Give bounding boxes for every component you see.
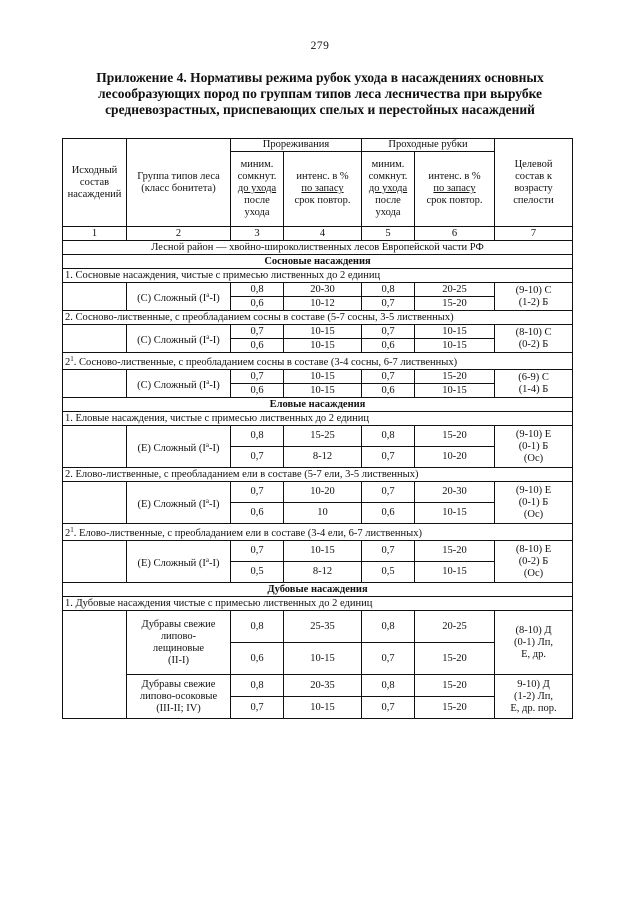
column-number: 2 <box>127 227 231 241</box>
header-passage-cuts: Проходные рубки <box>362 139 495 152</box>
table-cell: 20-30 <box>284 283 362 297</box>
title-line: Приложение 4. Нормативы режима рубок ухода в насаждениях основных <box>96 70 544 85</box>
data-row <box>63 370 573 384</box>
table-cell: 0,8 <box>362 675 415 697</box>
table-cell: 0,7 <box>362 325 415 339</box>
table-cell: 0,7 <box>362 541 415 562</box>
page-number: 279 <box>310 40 330 52</box>
table-cell: 10 <box>284 503 362 524</box>
data-row <box>63 283 573 297</box>
table-cell: 10-12 <box>284 297 362 311</box>
section-title: Еловые насаждения <box>63 398 573 412</box>
table-cell: 10-15 <box>415 339 495 353</box>
subgroup-row <box>63 269 573 283</box>
target-composition: (6-9) С (1-4) Б <box>495 370 573 398</box>
table-cell: 0,5 <box>362 562 415 583</box>
table-cell: 10-15 <box>415 384 495 398</box>
table-cell: 10-20 <box>284 482 362 503</box>
table-cell: 15-20 <box>415 675 495 697</box>
target-composition: (9-10) С (1-2) Б <box>495 283 573 311</box>
forest-type-group: Дубравы свежие липово-осоковые (III-II; IV) <box>127 675 231 719</box>
table-cell: 0,7 <box>362 697 415 719</box>
table-cell: 0,6 <box>231 339 284 353</box>
target-composition: (8-10) Д (0-1) Лп, Е, др. <box>495 611 573 675</box>
target-composition: 9-10) Д (1-2) Лп, Е, др. пор. <box>495 675 573 719</box>
subgroup-label: 2. Сосново-лиственные, с преобладанием сосны в составе (5-7 сосны, 3-5 лиственных) <box>63 311 573 325</box>
table-cell: 20-30 <box>415 482 495 503</box>
table-cell: 10-15 <box>284 384 362 398</box>
table-cell: 15-20 <box>415 697 495 719</box>
header-forest-type-group: Группа типов леса (класс бонитета) <box>127 139 231 227</box>
table-cell: 15-25 <box>284 426 362 447</box>
subgroup-row <box>63 468 573 482</box>
table-cell: 10-15 <box>284 541 362 562</box>
table-cell: 0,6 <box>231 503 284 524</box>
table-cell: 0,7 <box>231 370 284 384</box>
title-line: лесообразующих пород по группам типов леса лесничества при вырубке <box>97 86 543 101</box>
column-number: 3 <box>231 227 284 241</box>
table-cell: 0,7 <box>231 697 284 719</box>
target-composition: (8-10) Е (0-2) Б (Ос) <box>495 541 573 583</box>
table-cell: 10-15 <box>284 697 362 719</box>
table-cell: 0,8 <box>231 611 284 643</box>
header-min-density: миним. сомкнут. до ухода после ухода <box>362 152 415 227</box>
subgroup-label: 1. Сосновые насаждения, чистые с примесью лиственных до 2 единиц <box>63 269 573 283</box>
column-number: 4 <box>284 227 362 241</box>
forest-type-group: (Е) Сложный $(I^а-I)$ <box>127 482 231 524</box>
data-row <box>63 482 573 503</box>
table-cell: 10-15 <box>284 325 362 339</box>
table-cell: 20-25 <box>415 611 495 643</box>
table-cell: 0,6 <box>362 339 415 353</box>
header-min-density: миним. сомкнут. до ухода после ухода <box>231 152 284 227</box>
table-cell: 0,7 <box>231 482 284 503</box>
target-composition: (9-10) Е (0-1) Б (Ос) <box>495 482 573 524</box>
table-cell: 10-15 <box>284 339 362 353</box>
table-cell: 0,7 <box>231 541 284 562</box>
table-cell: 25-35 <box>284 611 362 643</box>
table-cell: 15-20 <box>415 297 495 311</box>
table-cell: 10-15 <box>284 643 362 675</box>
document-title <box>58 70 582 118</box>
data-row <box>63 325 573 339</box>
data-row <box>63 426 573 447</box>
table-cell: 0,6 <box>362 384 415 398</box>
table-cell: 0,7 <box>362 370 415 384</box>
forest-type-group: (С) Сложный $(I^а-I)$ <box>127 325 231 353</box>
header-row <box>63 139 573 152</box>
table-cell: 0,7 <box>231 447 284 468</box>
subgroup-row <box>63 412 573 426</box>
column-number: 7 <box>495 227 573 241</box>
header-thinning: Прореживания <box>231 139 362 152</box>
target-composition: (8-10) С (0-2) Б <box>495 325 573 353</box>
section-row <box>63 583 573 597</box>
table-cell: 0,7 <box>362 297 415 311</box>
table-cell: 0,8 <box>231 675 284 697</box>
title-line: средневозрастных, приспевающих спелых и перестойных насаждений <box>105 102 535 117</box>
table-cell: 15-20 <box>415 426 495 447</box>
table-cell: 8-12 <box>284 447 362 468</box>
section-row <box>63 255 573 269</box>
table-cell: 15-20 <box>415 643 495 675</box>
column-number: 5 <box>362 227 415 241</box>
table-cell: 8-12 <box>284 562 362 583</box>
norms-table <box>62 138 573 719</box>
table-cell: 0,7 <box>362 447 415 468</box>
table-cell: 0,8 <box>362 283 415 297</box>
section-title: Сосновые насаждения <box>63 255 573 269</box>
forest-type-group: Дубравы свежие липово- лещиновые (II-I) <box>127 611 231 675</box>
table-cell: 0,8 <box>231 283 284 297</box>
section-row <box>63 398 573 412</box>
table-cell: 0,5 <box>231 562 284 583</box>
column-number: 1 <box>63 227 127 241</box>
header-intensity: интенс. в % по запасу срок повтор. <box>284 152 362 227</box>
table-cell: 10-20 <box>415 447 495 468</box>
subgroup-row <box>63 597 573 611</box>
column-number: 6 <box>415 227 495 241</box>
table-cell: 15-20 <box>415 541 495 562</box>
table-cell: 0,6 <box>231 297 284 311</box>
table-cell: 0,7 <box>362 482 415 503</box>
column-number-row <box>63 227 573 241</box>
subgroup-row <box>63 353 573 370</box>
table-cell: 10-15 <box>415 325 495 339</box>
header-initial-composition: Исходный состав насаждений <box>63 139 127 227</box>
table-cell: 10-15 <box>415 503 495 524</box>
table-cell: 10-15 <box>284 370 362 384</box>
table-cell: 0,7 <box>362 643 415 675</box>
table-cell: 0,6 <box>362 503 415 524</box>
subgroup-label: $2^1$. Елово-лиственные, с преобладанием ели в составе (3-4 ели, 6-7 лиственных) <box>63 524 573 541</box>
forest-region: Лесной район — хвойно-широколиственных лесов Европейской части РФ <box>63 241 573 255</box>
table-cell: 0,6 <box>231 643 284 675</box>
table-cell: 15-20 <box>415 370 495 384</box>
target-composition: (9-10) Е (0-1) Б (Ос) <box>495 426 573 468</box>
table-cell: 20-25 <box>415 283 495 297</box>
subgroup-label: 1. Дубовые насаждения чистые с примесью лиственных до 2 единиц <box>63 597 573 611</box>
table-cell: 0,6 <box>231 384 284 398</box>
forest-type-group: (Е) Сложный $(I^а-I)$ <box>127 541 231 583</box>
table-cell: 0,8 <box>362 426 415 447</box>
forest-type-group: (С) Сложный $(I^а-I)$ <box>127 283 231 311</box>
section-title: Дубовые насаждения <box>63 583 573 597</box>
table-cell: 0,8 <box>362 611 415 643</box>
data-row <box>63 611 573 643</box>
table-cell: 0,8 <box>231 426 284 447</box>
subgroup-label: 2. Елово-лиственные, с преобладанием ели в составе (5-7 ели, 3-5 лиственных) <box>63 468 573 482</box>
header-intensity: интенс. в % по запасу срок повтор. <box>415 152 495 227</box>
table-cell: 0,7 <box>231 325 284 339</box>
subgroup-row <box>63 311 573 325</box>
table-cell: 10-15 <box>415 562 495 583</box>
data-row <box>63 675 573 697</box>
forest-type-group: (Е) Сложный $(I^а-I)$ <box>127 426 231 468</box>
table-cell: 20-35 <box>284 675 362 697</box>
subgroup-row <box>63 524 573 541</box>
subgroup-label: 1. Еловые насаждения, чистые с примесью лиственных до 2 единиц <box>63 412 573 426</box>
header-target-composition: Целевой состав к возрасту спелости <box>495 139 573 227</box>
data-row <box>63 541 573 562</box>
forest-type-group: (С) Сложный $(I^а-I)$ <box>127 370 231 398</box>
region-row <box>63 241 573 255</box>
subgroup-label: $2^1$. Сосново-лиственные, с преобладанием сосны в составе (3-4 сосны, 6-7 лиственных) <box>63 353 573 370</box>
